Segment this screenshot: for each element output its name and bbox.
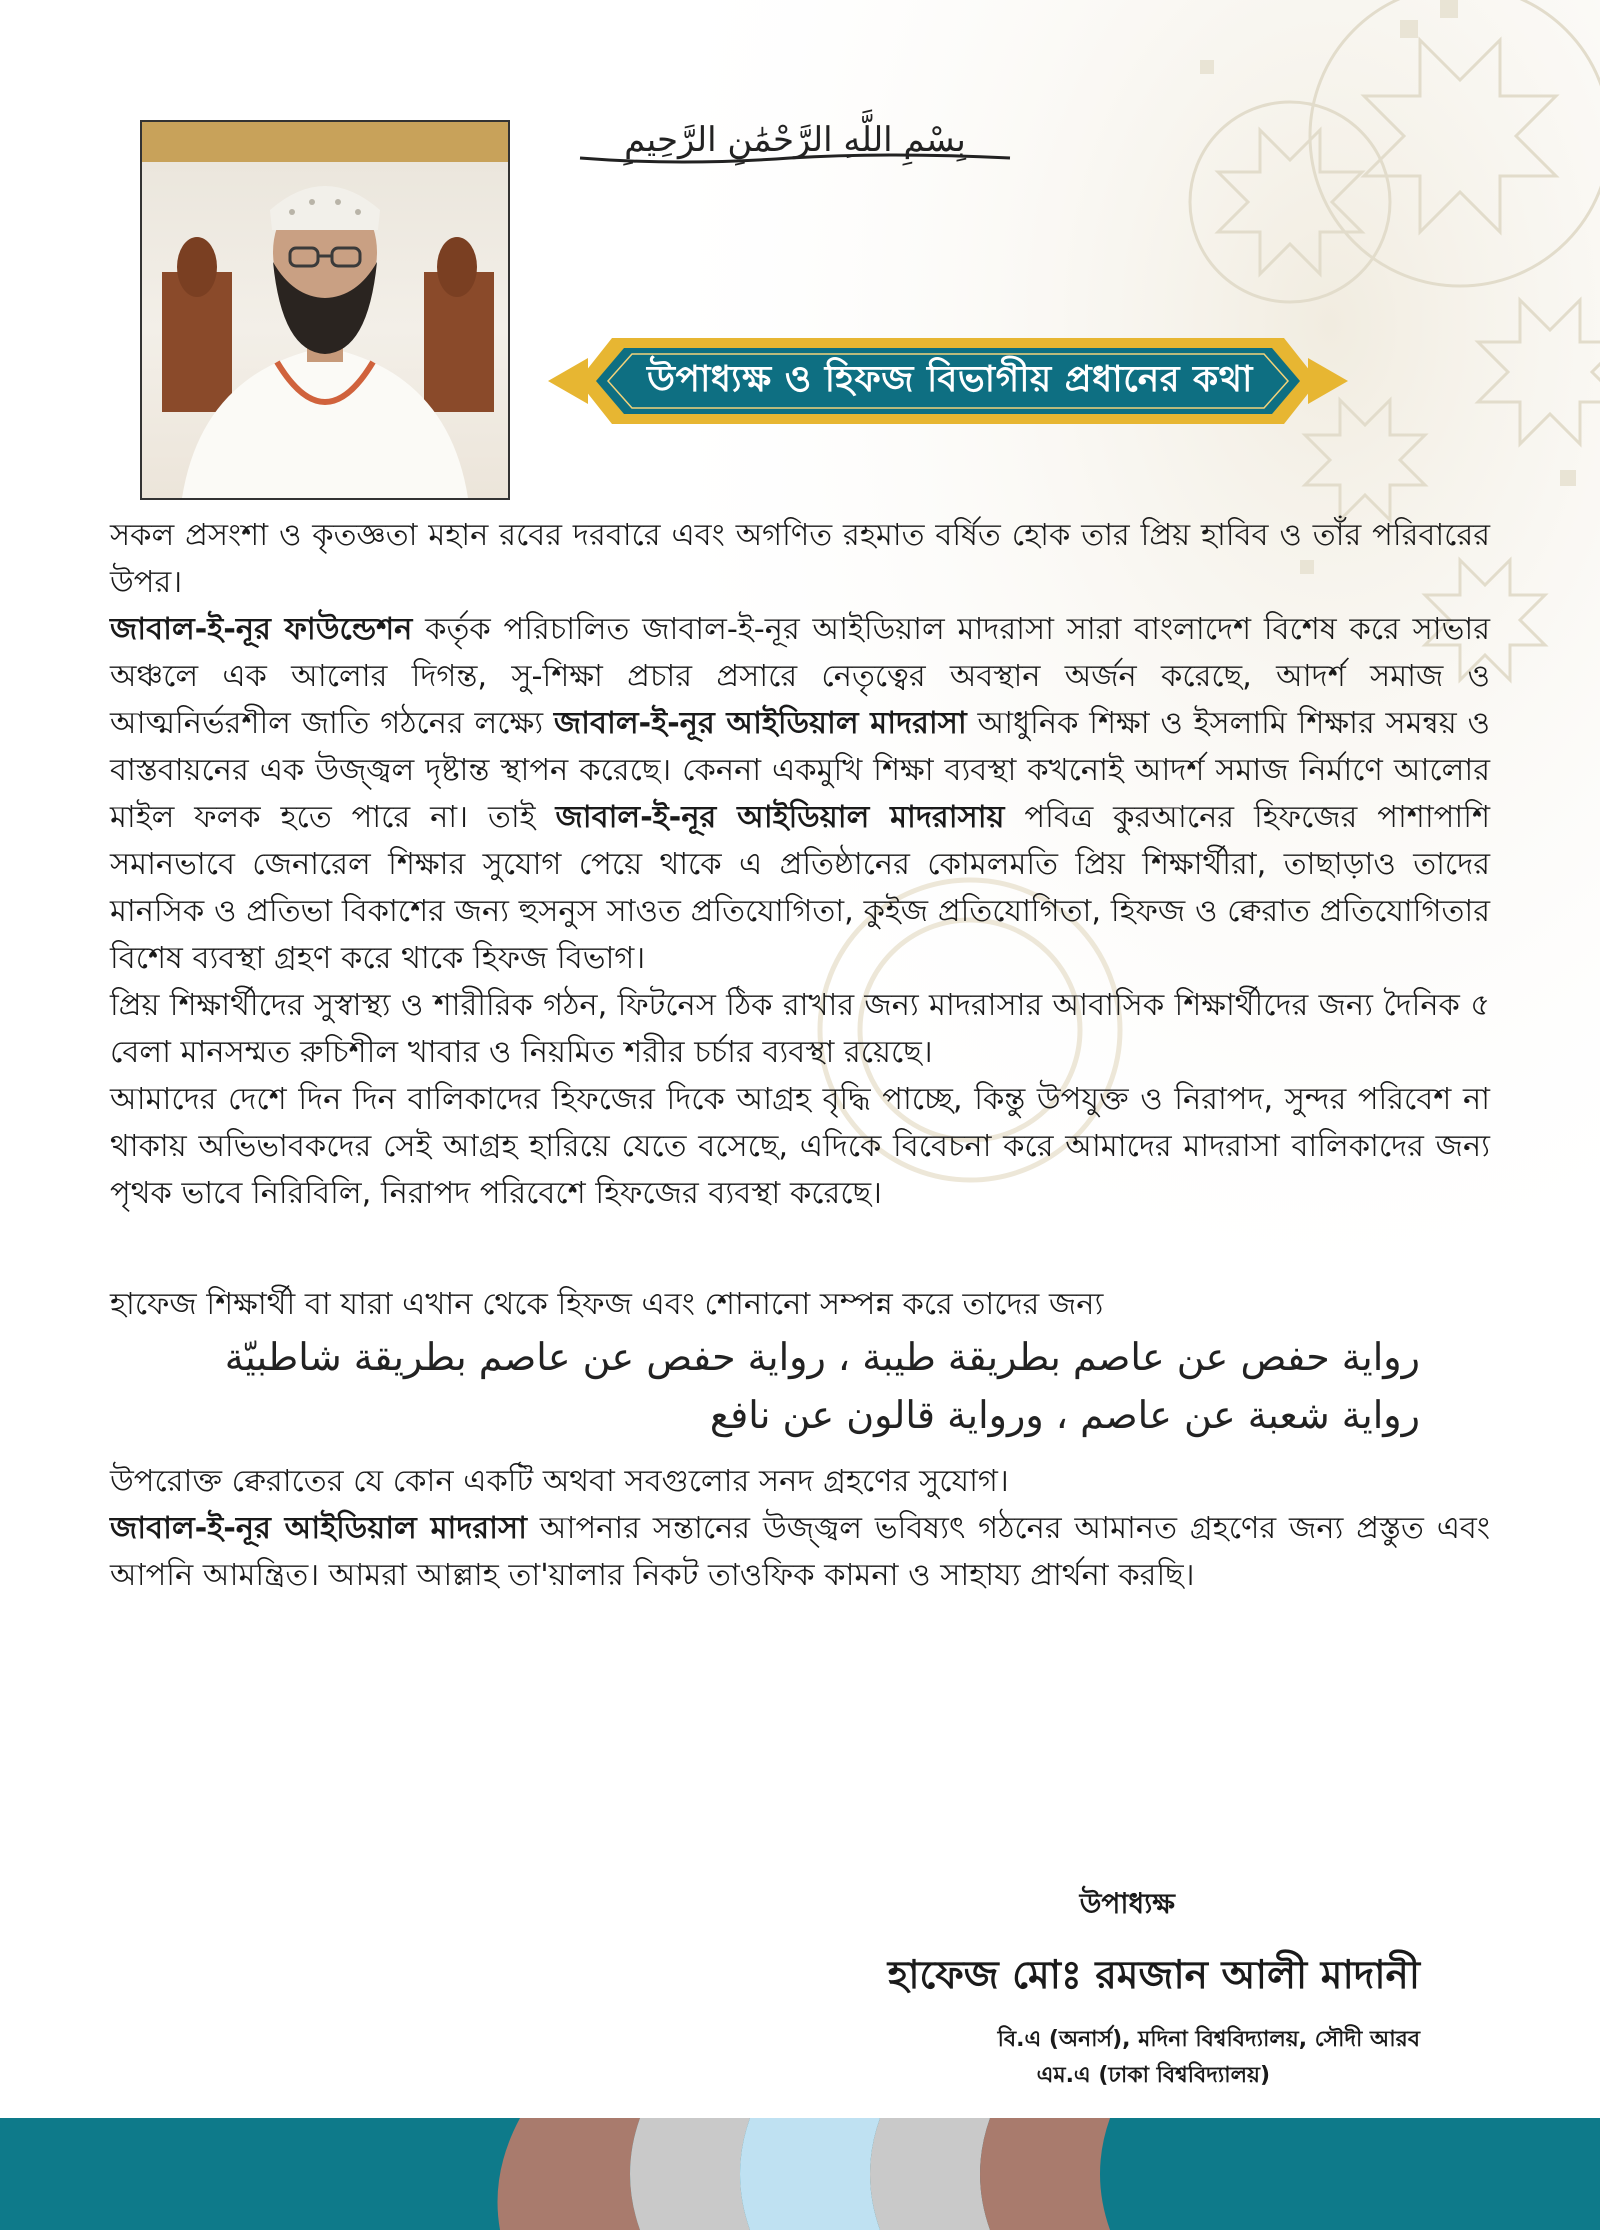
paragraph-invitation <box>110 1505 1490 1599</box>
paragraph-text: কর্তৃক পরিচালিত জাবাল-ই-নূর আইডিয়াল মাদরাসা সারা বাংলাদেশ বিশেষ করে সাভার অঞ্চলে এক আলোর দিগন্ত, সু-শিক্ষা প্রচার প্রসারে নেতৃত্বের অবস্থান অর্জন করেছে, আদর্শ সমাজ ও আত্মনির্ভরশীল জাতি গঠনের লক্ষ্যে <box>110 612 1490 741</box>
paragraph-hafez-students: হাফেজ শিক্ষার্থী বা যারা এখান থেকে হিফজ এবং শোনানো সম্পন্ন করে তাদের জন্য <box>110 1287 1104 1322</box>
bold-madrasa-name: জাবাল-ই-নূর আইডিয়াল মাদরাসা <box>553 706 967 741</box>
page-title: উপাধ্যক্ষ ও হিফজ বিভাগীয় প্রধানের কথা <box>647 359 1253 400</box>
arabic-line-1: رواية حفص عن عاصم بطريقة طيبة ، رواية حفص عن عاصم بطريقة شاطبيّة <box>224 1335 1420 1379</box>
paragraph-text: আধুনিক শিক্ষা ও ইসলামি শিক্ষার সমন্বয় ও বাস্তবায়নের এক উজ্জ্বল দৃষ্টান্ত স্থাপন করেছে। কেননা একমুখি শিক্ষা ব্যবস্থা কখনোই আদর্শ সমাজ নির্মাণে আলোর মাইল ফলক হতে পারে না। তাই <box>110 706 1491 835</box>
portrait-photo <box>140 120 510 500</box>
message-body <box>110 512 1490 1599</box>
bold-foundation-name: জাবাল-ই-নূর ফাউন্ডেশন <box>110 612 413 647</box>
paragraph-foundation <box>110 606 1490 982</box>
signatory-degree-1: বি.এ (অনার্স), মদিনা বিশ্ববিদ্যালয়, সৌদী আরব <box>997 2027 1420 2052</box>
paragraph-certificate: উপরোক্ত ক্বেরাতের যে কোন একটি অথবা সবগুলোর সনদ গ্রহণের সুযোগ। <box>110 1464 1009 1499</box>
bold-madrasa-name: জাবাল-ই-নূর আইডিয়াল মাদরাসায় <box>555 800 1005 835</box>
person-portrait-illustration <box>142 122 508 498</box>
signature-block <box>780 1882 1420 2094</box>
bismillah-calligraphy: بِسْمِ اللَّهِ الرَّحْمَٰنِ الرَّحِيمِ <box>624 120 966 160</box>
paragraph-girls-hifz: আমাদের দেশে দিন দিন বালিকাদের হিফজের দিকে আগ্রহ বৃদ্ধি পাচ্ছে, কিন্তু উপযুক্ত ও নিরাপদ, সুন্দর পরিবেশ না থাকায় অভিভাবকদের সেই আগ্রহ হারিয়ে যেতে বসেছে, এদিকে বিবেচনা করে আমাদের মাদরাসা বালিকাদের জন্য পৃথক ভাবে নিরিবিলি, নিরাপদ পরিবেশে হিফজের ব্যবস্থা করেছে। <box>110 1082 1490 1211</box>
bold-madrasa-name: জাবাল-ই-নূর আইডিয়াল মাদরাসা <box>110 1511 527 1546</box>
paragraph-health: প্রিয় শিক্ষার্থীদের সুস্বাস্থ্য ও শারীরিক গঠন, ফিটনেস ঠিক রাখার জন্য মাদরাসার আবাসিক শিক্ষার্থীদের জন্য দৈনিক ৫ বেলা মানসম্মত রুচিশীল খাবার ও নিয়মিত শরীর চর্চার ব্যবস্থা রয়েছে। <box>110 988 1490 1070</box>
paragraph-greeting: সকল প্রসংশা ও কৃতজ্ঞতা মহান রবের দরবারে এবং অগণিত রহমাত বর্ষিত হোক তার প্রিয় হাবিব ও তাঁর পরিবারের উপর। <box>110 518 1490 600</box>
signatory-degree-2: এম.এ (ঢাকা বিশ্ববিদ্যালয়) <box>1036 2063 1270 2088</box>
footer-color-band <box>0 2118 1600 2230</box>
arabic-line-2: رواية شعبة عن عاصم ، ورواية قالون عن نافع <box>709 1393 1420 1437</box>
signatory-name: হাফেজ মোঃ রমজান আলী মাদানী <box>887 1953 1420 1998</box>
paragraph-text: পবিত্র কুরআনের হিফজের পাশাপাশি সমানভাবে জেনারেল শিক্ষার সুযোগ পেয়ে থাকে এ প্রতিষ্ঠানের কোমলমতি প্রিয় শিক্ষার্থীরা, তাছাড়াও তাদের মানসিক ও প্রতিভা বিকাশের জন্য হুসনুস সাওত প্রতিযোগিতা, কুইজ প্রতিযোগিতা, হিফজ ও ক্বেরাত প্রতিযোগিতার বিশেষ ব্যবস্থা গ্রহণ করে থাকে হিফজ বিভাগ। <box>110 800 1490 976</box>
signatory-role: উপাধ্যক্ষ <box>1079 1887 1175 1920</box>
paragraph-text: আপনার সন্তানের উজ্জ্বল ভবিষ্যৎ গঠনের আমানত গ্রহণের জন্য প্রস্তুত এবং আপনি আমন্ত্রিত। আমরা আল্লাহ তা'য়ালার নিকট তাওফিক কামনা ও সাহায্য প্রার্থনা করছি। <box>110 1511 1490 1593</box>
